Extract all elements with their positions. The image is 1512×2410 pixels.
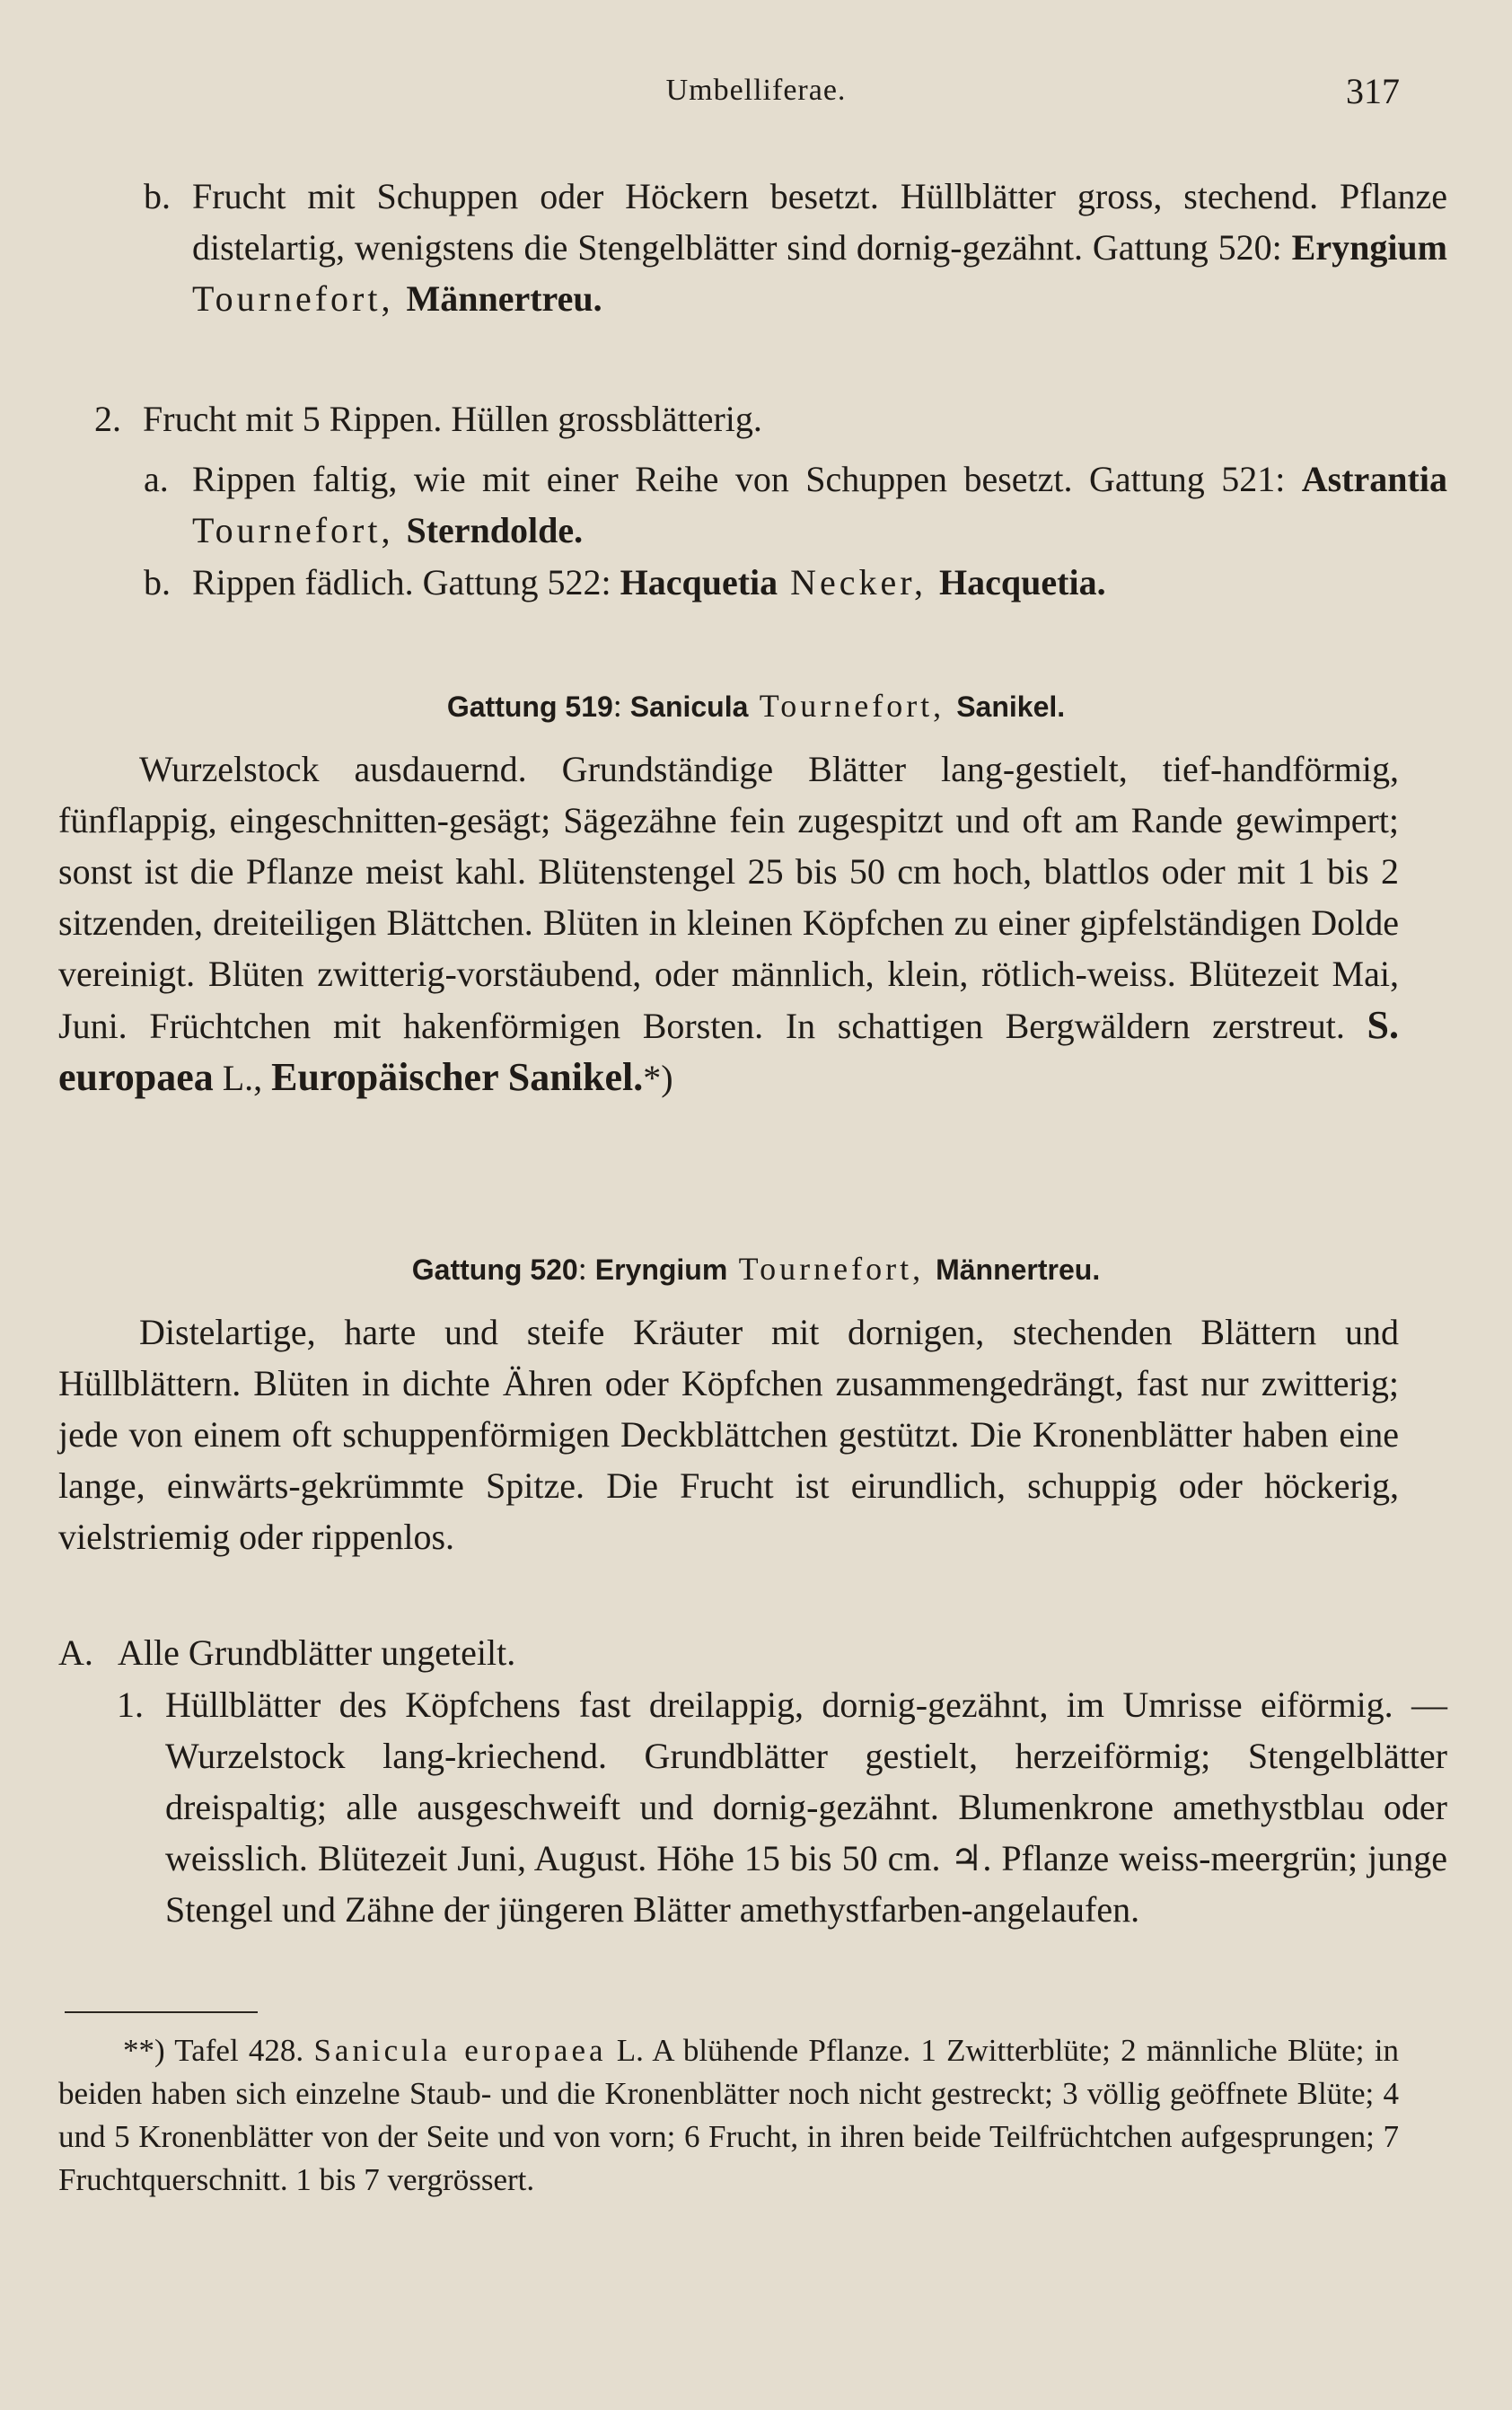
- species-author: L.,: [213, 1058, 272, 1098]
- key-marker: b.: [144, 562, 171, 602]
- author-name: Tournefort,: [192, 278, 407, 319]
- key-entry-2: [94, 393, 1399, 444]
- sanicula-description: [58, 743, 1399, 1104]
- heading-author: Tournefort,: [748, 688, 957, 724]
- genus-name: Hacquetia: [620, 562, 778, 602]
- key-marker: A.: [58, 1632, 93, 1673]
- footnote-ref: *): [643, 1058, 673, 1098]
- author-name: Necker,: [778, 562, 940, 602]
- key-text: Alle Grundblätter ungeteilt.: [118, 1632, 516, 1673]
- species-name: S. europaea: [58, 1003, 1399, 1099]
- description-text: Distelartige, harte und steife Kräuter mit dornigen, stechenden Blättern und Hüllblättern. Blüten in dichte Ähren oder Köpfchen zusammengedrängt, fast nur zwitterig; jede von einem oft schuppenförmigen Deckblättchen gestützt. Die Kronenblätter haben eine lange, einwärts-gekrümmte Spitze. Die Frucht ist eirundlich, schuppig oder höckerig, vielstriemig oder rippenlos.: [58, 1312, 1399, 1557]
- common-name: Männertreu.: [406, 278, 602, 319]
- key-marker: b.: [144, 176, 171, 216]
- footnote-species: Sanicula europaea: [313, 2033, 607, 2068]
- heading-genus: Eryngium: [594, 1253, 728, 1286]
- key-text: Rippen faltig, wie mit einer Reihe von Schuppen besetzt. Gattung 521:: [192, 459, 1302, 499]
- footnote-text: L. A blühende Pflanze. 1 Zwitterblüte; 2 männliche Blüte; in beiden haben sich einzelne Staub- und die Kronenblätter noch nicht gestreckt; 3 völlig geöffnete Blüte; 4 und 5 Kronenblätter von der Seite und von vorn; 6 Frucht, in ihren beide Teilfrüchtchen aufgesprungen; 7 Fruchtquerschnitt. 1 bis 7 vergrössert.: [58, 2033, 1399, 2197]
- key-text: Frucht mit 5 Rippen. Hüllen grossblätterig.: [143, 399, 762, 439]
- common-name: Sterndolde.: [406, 510, 584, 550]
- footnote-rule: [65, 2011, 258, 2013]
- species-common-name: Europäischer Sanikel.: [271, 1055, 644, 1099]
- section-heading-519: [0, 687, 1512, 725]
- section-heading-520: [0, 1250, 1512, 1288]
- footnote-marker: **): [123, 2033, 165, 2068]
- footnote-text: Tafel 428.: [164, 2033, 314, 2068]
- key-marker: a.: [144, 459, 169, 499]
- key-entry-A: [58, 1627, 1399, 1678]
- running-head: Umbelliferae.: [665, 74, 847, 107]
- page-number: 317: [1346, 71, 1400, 111]
- heading-genus-number: Gattung 520: [411, 1253, 578, 1286]
- heading-common-name: Männertreu.: [936, 1253, 1101, 1286]
- genus-name: Eryngium: [1291, 227, 1447, 268]
- genus-name: Astrantia: [1301, 459, 1447, 499]
- key-entry-a-astrantia: [144, 453, 1447, 556]
- key-entry-b-hacquetia: [144, 557, 1447, 608]
- key-text: Frucht mit Schuppen oder Höckern besetzt. Hüllblätter gross, stechend. Pflanze distelartig, wenigstens die Stengelblätter sind dornig-gezähnt. Gattung 520:: [192, 176, 1447, 268]
- heading-author: Tournefort,: [727, 1251, 936, 1287]
- key-text: Hüllblätter des Köpfchens fast dreilappig, dornig-gezähnt, im Umrisse eiförmig. — Wurzelstock lang-kriechend. Grundblätter gestielt, herzeiförmig; Stengelblätter dreispaltig; alle ausgeschweift und dornig-gezähnt. Blumenkrone amethystblau oder weisslich. Blütezeit Juni, August. Höhe 15 bis 50 cm. ♃. Pflanze weiss-meergrün; junge Stengel und Zähne der jüngeren Blätter amethystfarben-angelaufen.: [165, 1684, 1447, 1930]
- footnote: [58, 2029, 1399, 2202]
- heading-separator: :: [612, 688, 630, 724]
- heading-genus-number: Gattung 519: [446, 690, 613, 723]
- key-marker: 1.: [117, 1684, 144, 1725]
- common-name: Hacquetia.: [939, 562, 1106, 602]
- author-name: Tournefort,: [192, 510, 407, 550]
- heading-genus: Sanicula: [629, 690, 749, 723]
- key-entry-b-eryngium: [144, 171, 1447, 324]
- description-text: Wurzelstock ausdauernd. Grundständige Blätter lang-gestielt, tief-handförmig, fünflappig, eingeschnitten-gesägt; Sägezähne fein zugespitzt und oft am Rande gewimpert; sonst ist die Pflanze meist kahl. Blütenstengel 25 bis 50 cm hoch, blattlos oder mit 1 bis 2 sitzenden, dreiteiligen Blättchen. Blüten in kleinen Köpfchen zu einer gipfelständigen Dolde vereinigt. Blüten zwitterig-vorstäubend, oder männlich, klein, rötlich-weiss. Blütezeit Mai, Juni. Früchtchen mit hakenförmigen Borsten. In schattigen Bergwäldern zerstreut.: [58, 749, 1399, 1046]
- heading-common-name: Sanikel.: [956, 690, 1066, 723]
- heading-separator: :: [577, 1251, 595, 1287]
- key-entry-1: [117, 1679, 1447, 1935]
- key-marker: 2.: [94, 399, 121, 439]
- key-text: Rippen fädlich. Gattung 522:: [192, 562, 620, 602]
- eryngium-description: [58, 1306, 1399, 1562]
